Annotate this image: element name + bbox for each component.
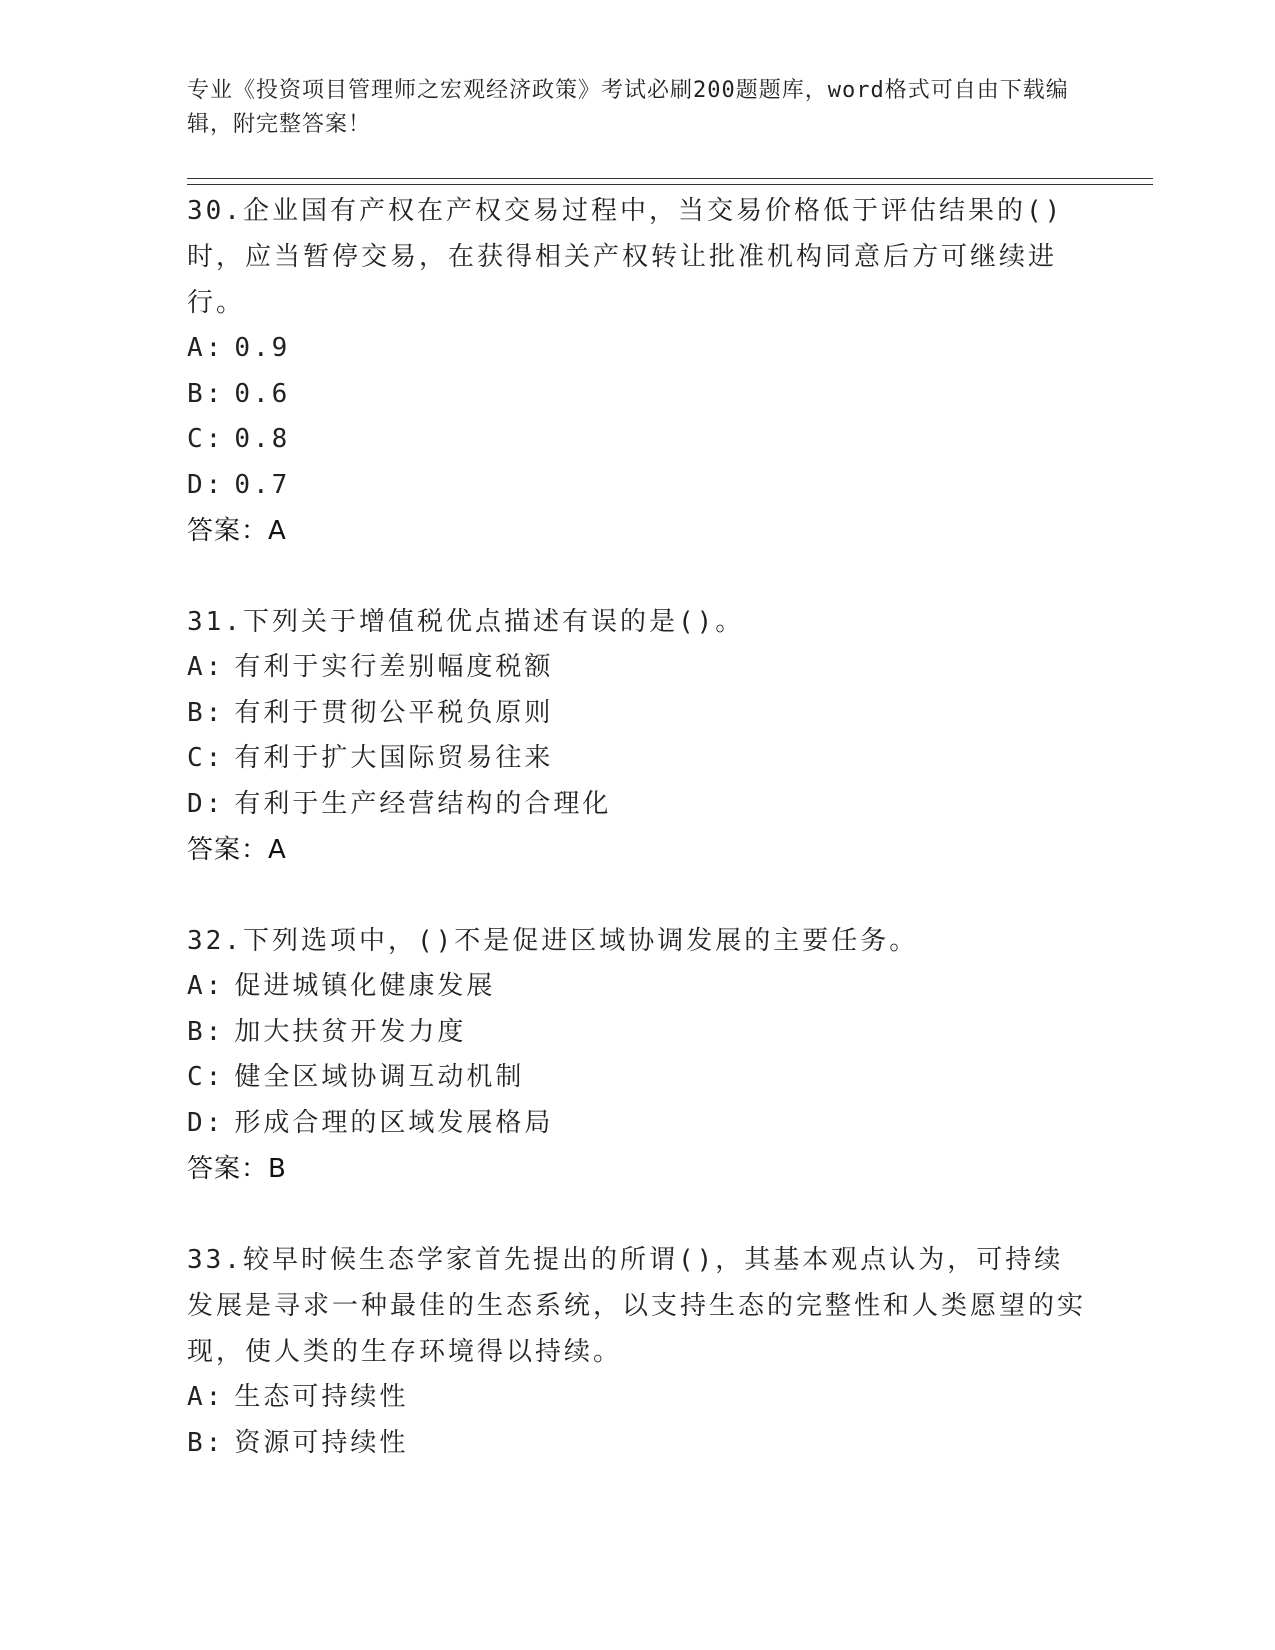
question-stem: 33.较早时候生态学家首先提出的所谓()，其基本观点认为，可持续发展是寻求一种最佳的生态系统，以支持生态的完整性和人类愿望的实现，使人类的生存环境得以持续。 bbox=[187, 1245, 1087, 1367]
option-label: D: bbox=[187, 469, 225, 500]
question-32 bbox=[187, 918, 1087, 1192]
option-label: C: bbox=[187, 743, 225, 773]
option-label: D: bbox=[187, 788, 225, 819]
option-text: 生态可持续性 bbox=[234, 1382, 409, 1412]
answer-line: 答案：B bbox=[187, 1154, 287, 1184]
option-text: 资源可持续性 bbox=[234, 1427, 409, 1458]
header-divider-bottom bbox=[187, 184, 1153, 185]
header-divider-top bbox=[187, 178, 1153, 179]
option-a bbox=[187, 964, 1087, 1010]
option-b bbox=[187, 372, 1087, 418]
question-33 bbox=[187, 1237, 1087, 1466]
option-label: A: bbox=[187, 971, 225, 1001]
option-d bbox=[187, 1101, 1087, 1147]
option-label: B: bbox=[187, 1016, 225, 1047]
option-text: 健全区域协调互动机制 bbox=[234, 1062, 525, 1092]
question-stem: 32.下列选项中，()不是促进区域协调发展的主要任务。 bbox=[187, 926, 919, 956]
option-text: 0.8 bbox=[234, 424, 291, 454]
question-stem: 31.下列关于增值税优点描述有误的是()。 bbox=[187, 607, 745, 637]
option-c bbox=[187, 417, 1087, 463]
option-label: A: bbox=[187, 652, 225, 682]
document-header: 专业《投资项目管理师之宏观经济政策》考试必刷200题题库，word格式可自由下载编辑，附完整答案！ bbox=[187, 78, 1069, 137]
option-b bbox=[187, 691, 1087, 737]
option-text: 形成合理的区域发展格局 bbox=[234, 1107, 554, 1138]
option-text: 有利于实行差别幅度税额 bbox=[234, 652, 554, 682]
option-label: D: bbox=[187, 1107, 225, 1138]
option-label: B: bbox=[187, 378, 225, 409]
option-text: 0.7 bbox=[234, 469, 291, 500]
option-label: A: bbox=[187, 1382, 225, 1412]
option-label: C: bbox=[187, 1062, 225, 1092]
question-stem: 30.企业国有产权在产权交易过程中，当交易价格低于评估结果的()时，应当暂停交易，在获得相关产权转让批准机构同意后方可继续进行。 bbox=[187, 196, 1064, 318]
option-a bbox=[187, 645, 1087, 691]
option-d bbox=[187, 463, 1087, 509]
option-b bbox=[187, 1010, 1087, 1056]
option-b bbox=[187, 1421, 1087, 1467]
option-label: B: bbox=[187, 1427, 225, 1458]
option-text: 有利于贯彻公平税负原则 bbox=[234, 697, 554, 728]
option-a bbox=[187, 1375, 1087, 1421]
option-text: 有利于生产经营结构的合理化 bbox=[234, 788, 612, 819]
question-31 bbox=[187, 599, 1087, 873]
option-c bbox=[187, 1055, 1087, 1101]
question-30 bbox=[187, 188, 1087, 554]
option-c bbox=[187, 736, 1087, 782]
option-label: A: bbox=[187, 333, 225, 363]
option-text: 0.6 bbox=[234, 378, 291, 409]
answer-line: 答案：A bbox=[187, 835, 287, 865]
option-text: 促进城镇化健康发展 bbox=[234, 971, 496, 1001]
answer-line: 答案：A bbox=[187, 516, 287, 546]
option-a bbox=[187, 326, 1087, 372]
option-text: 加大扶贫开发力度 bbox=[234, 1016, 467, 1047]
option-label: C: bbox=[187, 424, 225, 454]
option-label: B: bbox=[187, 697, 225, 728]
option-text: 有利于扩大国际贸易往来 bbox=[234, 743, 554, 773]
option-text: 0.9 bbox=[234, 333, 291, 363]
option-d bbox=[187, 782, 1087, 828]
